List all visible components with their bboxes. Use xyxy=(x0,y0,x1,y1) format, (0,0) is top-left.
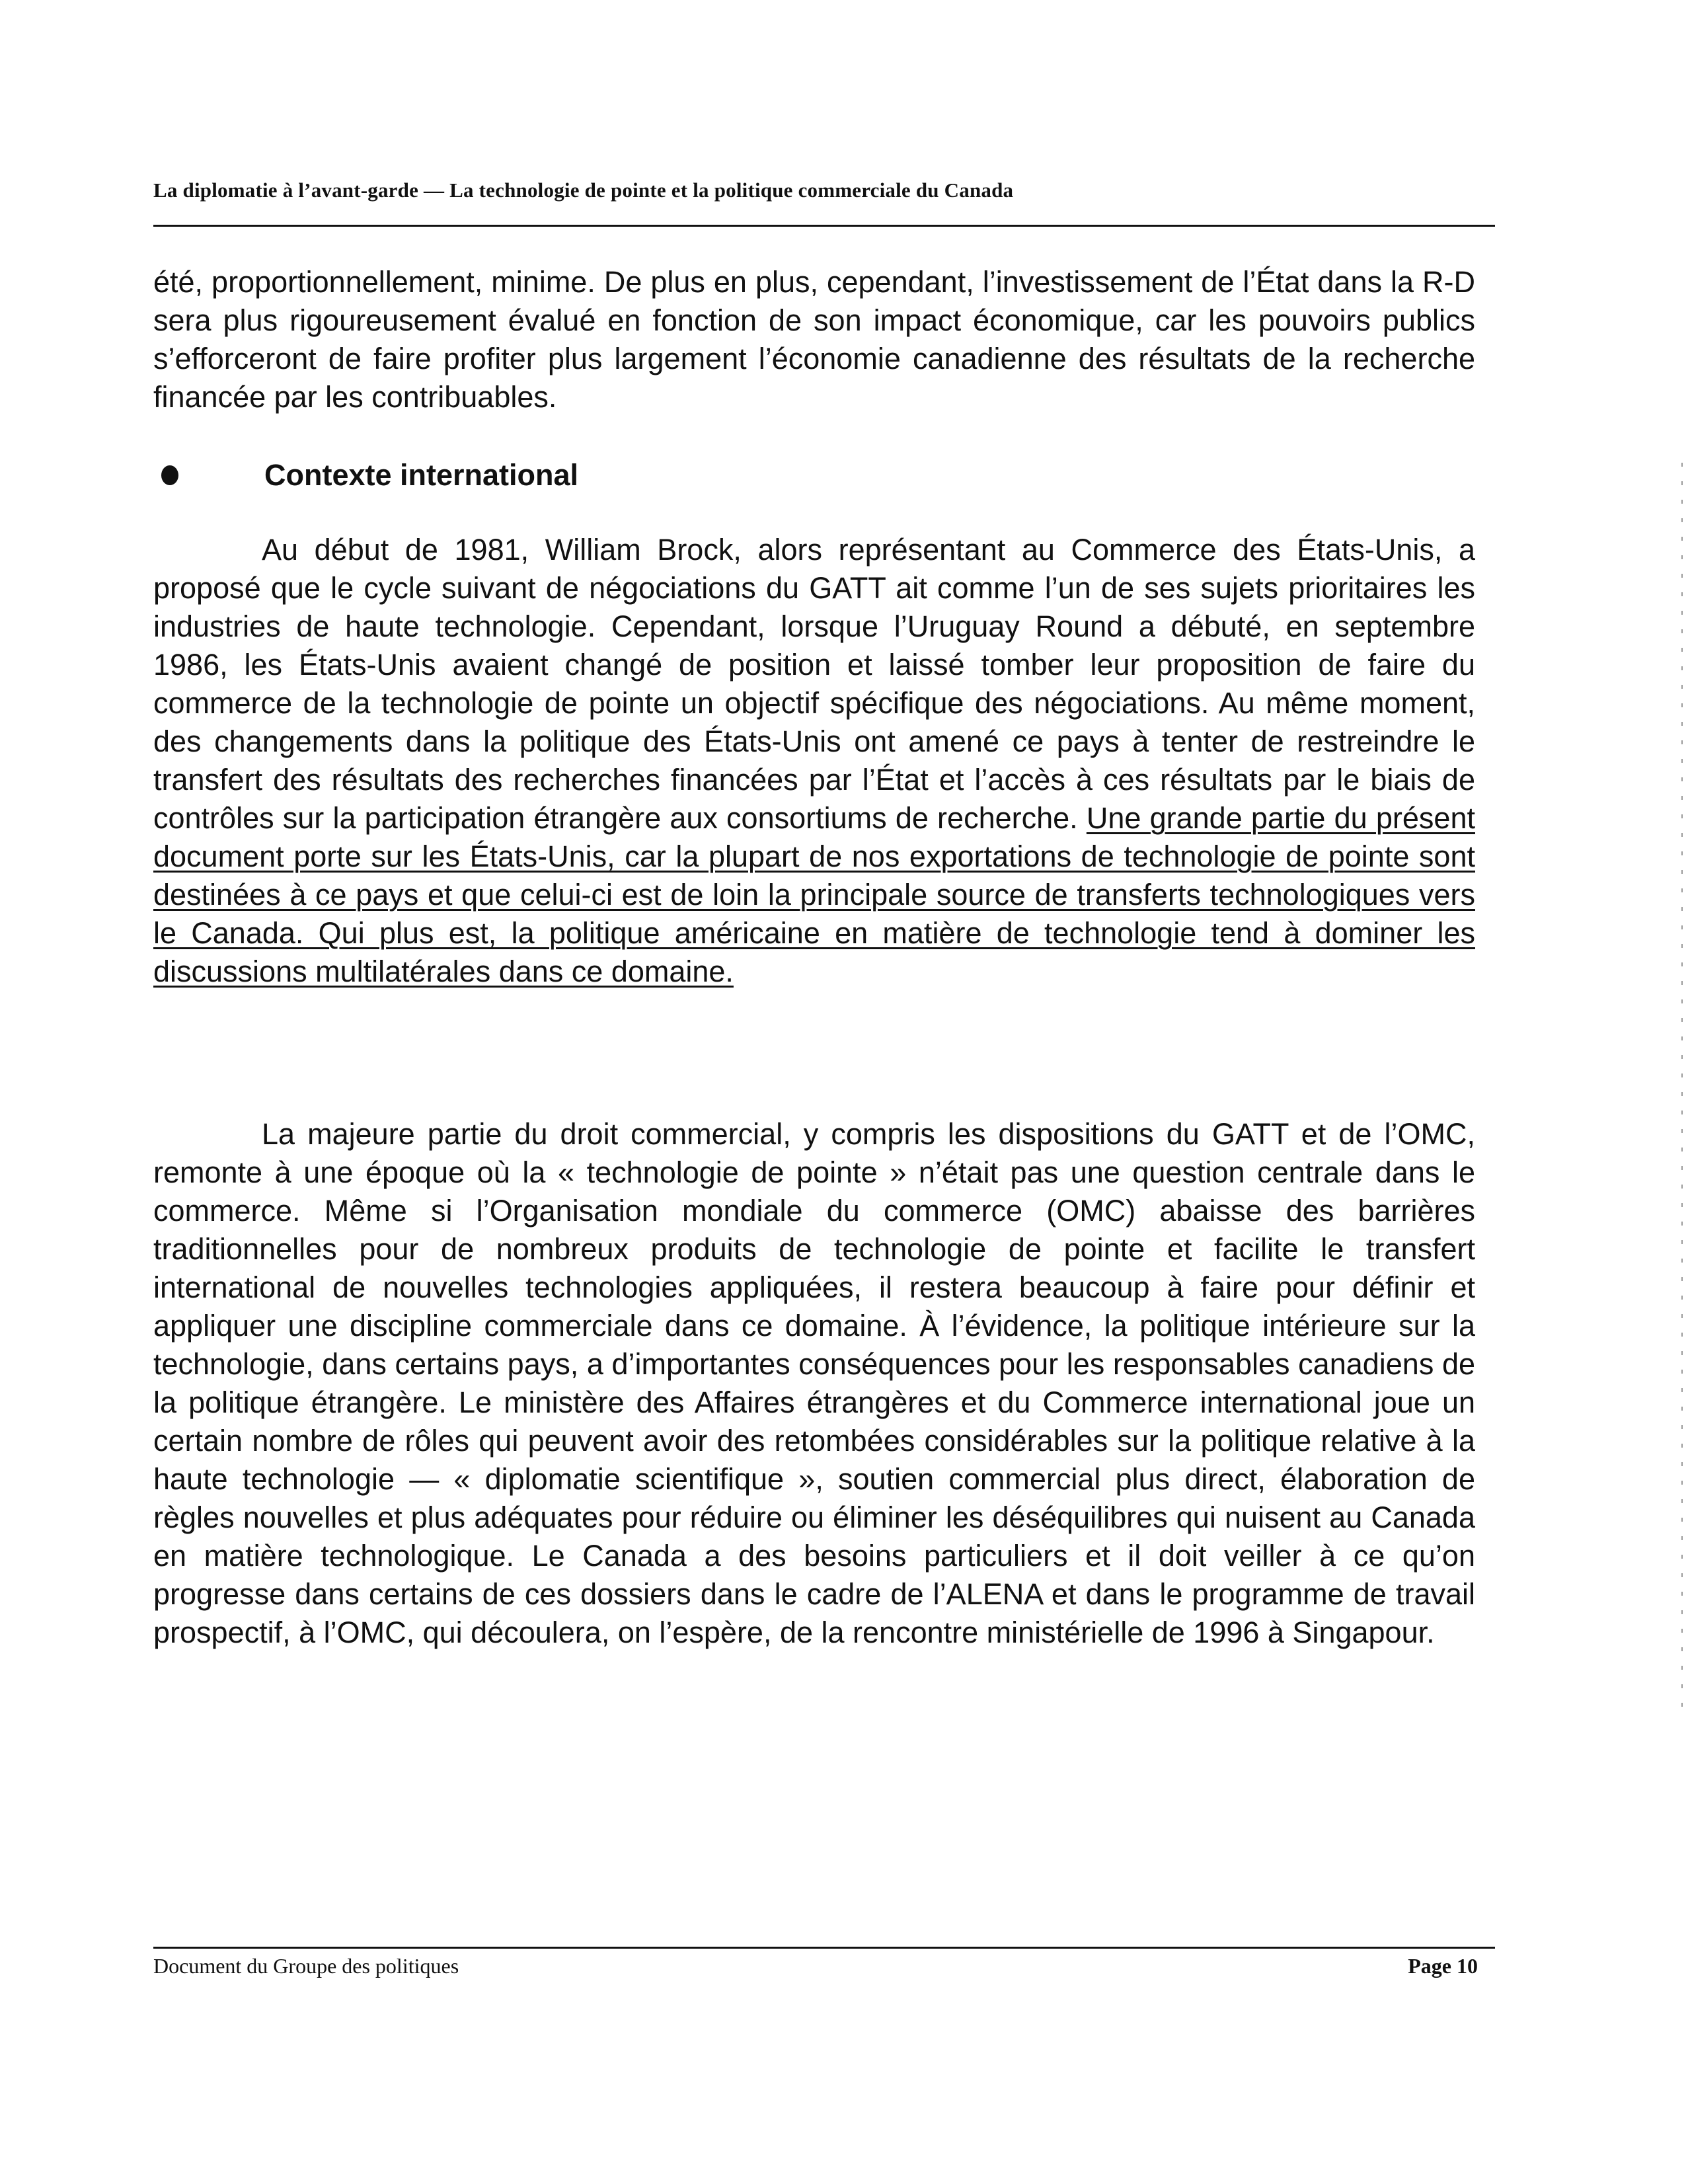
running-header: La diplomatie à l’avant-garde — La technologie de pointe et la politique commerciale du Canada xyxy=(153,178,1014,202)
underlined-passage: Une grande partie du présent document porte sur les États-Unis, car la plupart de nos exportations de technologie de pointe sont destinées à ce pays et que celui-ci est de loin la principale source de transferts technologiques vers le Canada. Qui plus est, la politique américaine en matière de technologie tend à dominer les discussions multilatérales dans ce domaine. xyxy=(153,801,1475,988)
scan-edge-marks xyxy=(1681,463,1683,1719)
header-divider xyxy=(153,225,1495,227)
section-heading xyxy=(153,456,1211,496)
page-number: Page 10 xyxy=(1408,1954,1478,1978)
section-heading-label: Contexte international xyxy=(264,458,579,492)
paragraph-trade-law: La majeure partie du droit commercial, y compris les dispositions du GATT et de l’OMC, remonte à une époque où la « technologie de pointe » n’était pas une question centrale dans le commerce. Même si l’Organisation mondiale du commerce (OMC) abaisse des barrières traditionnelles pour de nombreux produits de technologie de pointe et facilite le transfert international de nouvelles technologies appliquées, il restera beaucoup à faire pour définir et appliquer une discipline commerciale dans ce domaine. À l’évidence, la politique intérieure sur la technologie, dans certains pays, a d’importantes conséquences pour les responsables canadiens de la politique étrangère. Le ministère des Affaires étrangères et du Commerce international joue un certain nombre de rôles qui peuvent avoir des retombées considérables sur la politique relative à la haute technologie — « diplomatie scientifique », soutien commercial plus direct, élaboration de règles nouvelles et plus adéquates pour réduire ou éliminer les déséquilibres qui nuisent au Canada en matière technologique. Le Canada a des besoins particuliers et il doit veiller à ce qu’on progresse dans certains de ces dossiers dans le cadre de l’ALENA et dans le programme de travail prospectif, à l’OMC, qui découlera, on l’espère, de la rencontre ministérielle de 1996 à Singapour. xyxy=(153,1117,1475,1649)
footer-document-label: Document du Groupe des politiques xyxy=(153,1954,459,1978)
intro-paragraph: été, proportionnellement, minime. De plus en plus, cependant, l’investissement de l’État dans la R-D sera plus rigoureusement évalué en fonction de son impact économique, car les pouvoirs publics s’efforceront de faire profiter plus largement l’économie canadienne des résultats de la recherche financée par les contribuables. xyxy=(153,265,1475,414)
bullet-icon xyxy=(161,465,178,485)
paragraph-international-context xyxy=(153,531,1475,991)
paragraph-one-text: Au début de 1981, William Brock, alors représentant au Commerce des États-Unis, a proposé que le cycle suivant de négociations du GATT ait comme l’un de ses sujets prioritaires les industries de haute technologie. Cependant, lorsque l’Uruguay Round a débuté, en septembre 1986, les États-Unis avaient changé de position et laissé tomber leur proposition de faire du commerce de la technologie de pointe un objectif spécifique des négociations. Au même moment, des changements dans la politique des États-Unis ont amené ce pays à tenter de restreindre le transfert des résultats des recherches financées par l’État et l’accès à ces résultats par le biais de contrôles sur la participation étrangère aux consortiums de recherche. xyxy=(153,533,1475,835)
footer-divider xyxy=(153,1947,1495,1949)
